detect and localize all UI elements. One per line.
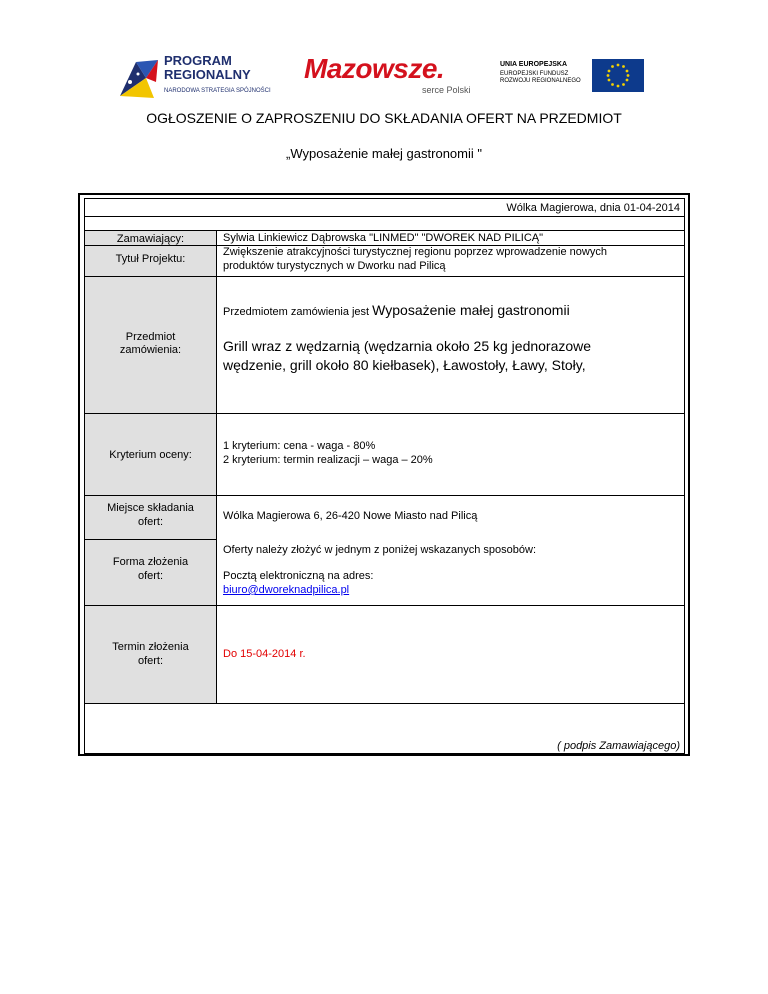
mazowsze-tagline: serce Polski [422, 85, 471, 95]
miejsce-label-1: Miejsce składania [107, 502, 194, 514]
program-line2: REGIONALNY [164, 67, 251, 82]
zamawiajacy-value: Sylwia Linkiewicz Dąbrowska "LINMED" "DWOREK NAD PILICĄ" [223, 232, 544, 244]
forma-label-1: Forma złożenia [112, 556, 189, 568]
forma-email-link[interactable]: biuro@dworeknadpilica.pl [223, 584, 350, 596]
termin-label-2: ofert: [137, 655, 164, 667]
row-divider [84, 276, 685, 277]
row-divider [84, 605, 685, 606]
kryterium-2: 2 kryterium: termin realizacji – waga – 20% [223, 454, 433, 466]
przedmiot-desc-line1: Grill wraz z wędzarnią (wędzarnia około 25 kg jednorazowe [223, 338, 592, 354]
forma-label-2: ofert: [137, 570, 164, 582]
row-divider [84, 230, 685, 231]
page-title: OGŁOSZENIE O ZAPROSZENIU DO SKŁADANIA OFERT NA PRZEDMIOT [146, 110, 622, 126]
przedmiot-name: Wyposażenie małej gastronomii [372, 302, 570, 318]
row-divider [84, 703, 685, 704]
termin-label-1: Termin złożenia [112, 641, 189, 653]
przedmiot-intro-line [223, 301, 570, 319]
eu-logo [494, 59, 674, 95]
zamawiajacy-label: Zamawiający: [116, 233, 185, 245]
tytul-value-line2: produktów turystycznych w Dworku nad Pilicą [223, 260, 446, 272]
eu-flag-icon [592, 59, 644, 92]
przedmiot-desc-line2: wędzenie, grill około 80 kiełbasek), Ławostoły, Ławy, Stoły, [223, 357, 586, 373]
row-divider [84, 495, 685, 496]
program-line1: PROGRAM [164, 53, 232, 68]
eu-line3: ROZWOJU REGIONALNEGO [500, 78, 581, 84]
kryterium-label: Kryterium oceny: [109, 449, 192, 461]
forma-email-label: Pocztą elektroniczną na adres: [223, 570, 374, 582]
program-regionalny-logo [116, 48, 271, 103]
eu-line1: UNIA EUROPEJSKA [500, 61, 568, 68]
row-divider [84, 413, 685, 414]
przedmiot-label-1: Przedmiot [125, 331, 176, 343]
eu-line2: EUROPEJSKI FUNDUSZ [500, 71, 569, 77]
logo-bar [96, 45, 672, 107]
przedmiot-intro: Przedmiotem zamówienia jest [223, 306, 373, 318]
miejsce-value: Wólka Magierowa 6, 26-420 Nowe Miasto nad Pilicą [223, 510, 478, 522]
tytul-label: Tytuł Projektu: [115, 253, 186, 265]
page-subtitle: „Wyposażenie małej gastronomii " [286, 146, 482, 161]
mazowsze-wordmark: Mazowsze. [304, 53, 445, 84]
termin-value: Do 15-04-2014 r. [223, 648, 306, 660]
signature-line: ( podpis Zamawiającego) [557, 740, 680, 752]
kryterium-1: 1 kryterium: cena - waga - 80% [223, 440, 376, 452]
program-line3: NARODOWA STRATEGIA SPÓJNOŚCI [164, 88, 271, 94]
tytul-value-line1: Zwiększenie atrakcyjności turystycznej regionu poprzez wprowadzenie nowych [223, 246, 607, 258]
star-logo-icon [116, 56, 162, 102]
mazowsze-logo [304, 53, 474, 103]
przedmiot-label-2: zamówienia: [119, 344, 182, 356]
row-divider [84, 539, 216, 540]
miejsce-label-2: ofert: [137, 516, 164, 528]
row-divider [84, 216, 685, 217]
column-divider [216, 230, 217, 703]
place-date: Wólka Magierowa, dnia 01-04-2014 [506, 202, 680, 214]
forma-intro: Oferty należy złożyć w jednym z poniżej wskazanych sposobów: [223, 544, 537, 556]
label-bg-termin [85, 605, 216, 703]
